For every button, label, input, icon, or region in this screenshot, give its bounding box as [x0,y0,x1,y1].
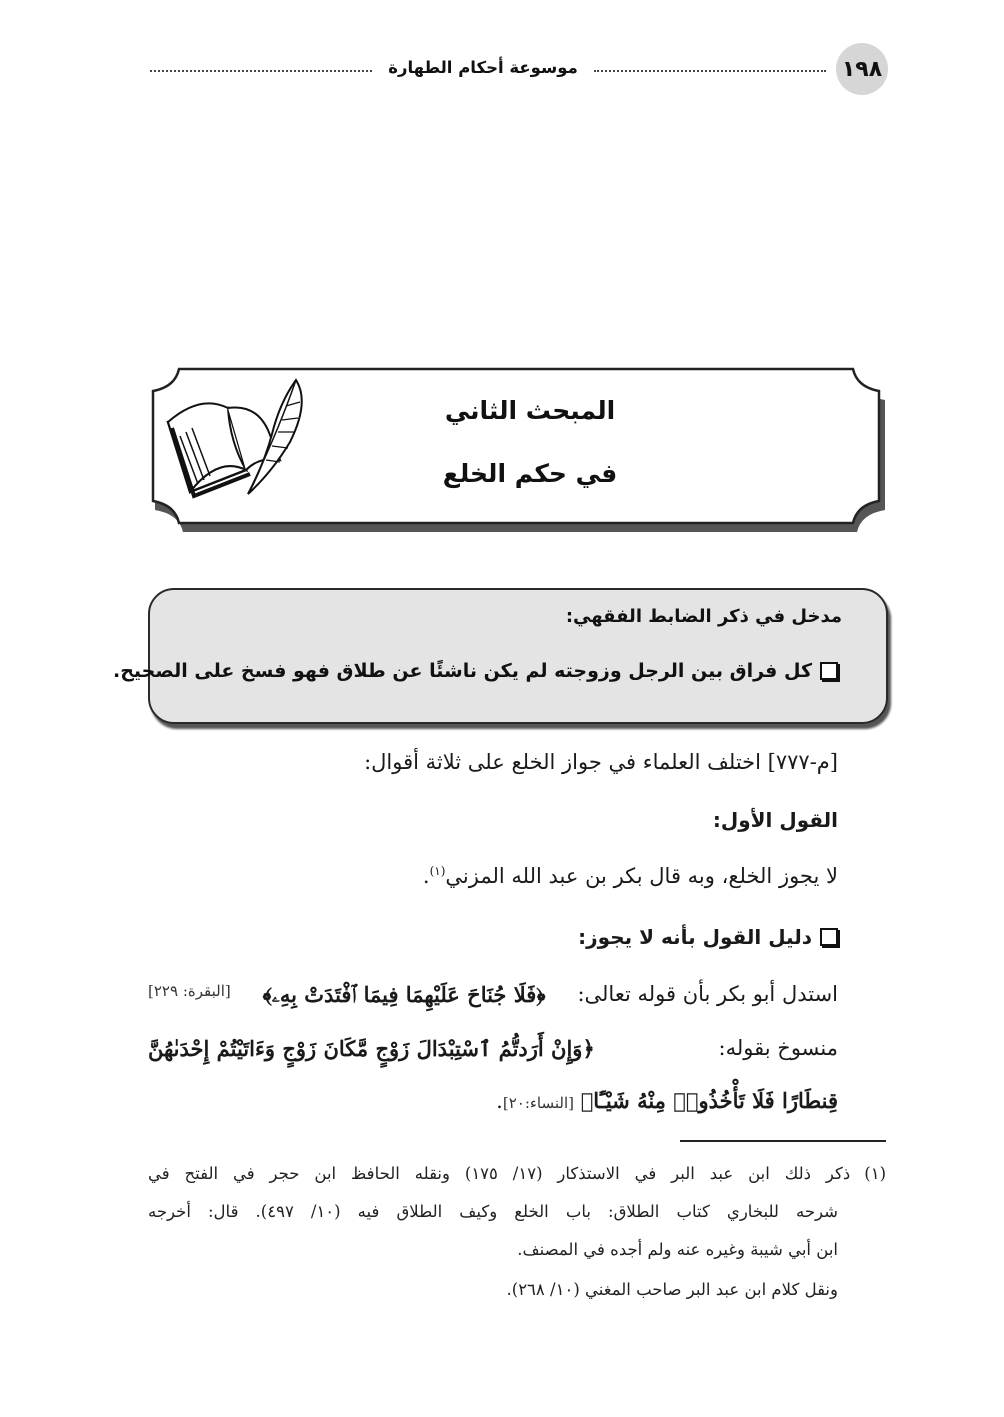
evidence-lead: استدل أبو بكر بأن قوله تعالى: [577,982,838,1006]
section-title: المبحث الثاني [444,396,616,425]
checkbox-icon [820,928,838,946]
quran-verse-nisa-part2: قِنطَارًا فَلَا تَأْخُذُوا۟ مِنْهُ شَيْـًٔا﴾ [580,1088,838,1113]
verse-reference-baqarah: [البقرة: ٢٢٩] [148,982,231,1000]
first-opinion-text: لا يجوز الخلع، وبه قال بكر بن عبد الله المزني [445,864,838,888]
checkbox-icon [820,662,838,680]
footnote-line-1 [148,1164,886,1183]
footnote-text-2: شرحه للبخاري كتاب الطلاق: باب الخلع وكيف الطلاق فيه (١٠/ ٤٩٧). قال: أخرجه [148,1202,838,1221]
paragraph-first-opinion [423,864,838,888]
intro-rule [113,660,838,682]
footnote-line-4: ونقل كلام ابن عبد البر صاحب المغني (١٠/ ٢٦٨). [506,1280,838,1299]
evidence-line-3 [496,1088,838,1113]
footnote-marker: (١) [429,864,446,878]
footnote-text-1: ذكر ذلك ابن عبد البر في الاستذكار (١٧/ ١٧٥) ونقله الحافظ ابن حجر في الفتح في [148,1164,851,1183]
book-quill-icon [160,372,310,500]
evidence-end: . [496,1089,503,1113]
section-subtitle: في حكم الخلع [442,459,618,488]
intro-heading: مدخل في ذكر الضابط الفقهي: [565,606,842,627]
first-opinion-end: . [422,864,430,888]
running-title: موسوعة أحكام الطهارة [388,58,578,77]
evidence-line-2 [148,1036,838,1061]
quran-verse-nisa-part1: ﴿وَإِنْ أَرَدتُّمُ ٱسْتِبْدَالَ زَوْجٍ مَّكَانَ زَوْجٍ وَءَاتَيْتُمْ إِحْدَىٰهُنَّ [148,1036,595,1061]
intro-rule-text: كل فراق بين الرجل وزوجته لم يكن ناشئًا عن طلاق فهو فسخ على الصحيح. [113,660,812,682]
footnote-line-2 [148,1202,838,1221]
header-dotted-rule-left [150,70,372,72]
verse-reference-nisa: [النساء:٢٠] [502,1094,574,1112]
heading-evidence [578,925,838,949]
footnote-line-3: ابن أبي شيبة وغيره عنه ولم أجده في المصنف. [517,1240,838,1259]
abrogation-lead: منسوخ بقوله: [718,1036,838,1060]
paragraph-disagreement: [م-٧٧٧] اختلف العلماء في جواز الخلع على ثلاثة أقوال: [364,750,838,774]
header-dotted-rule-right [594,70,826,72]
heading-evidence-text: دليل القول بأنه لا يجوز: [578,925,812,949]
page-number: ١٩٨ [836,43,888,95]
heading-first-opinion: القول الأول: [712,808,838,832]
evidence-line-1 [148,982,838,1008]
quran-verse-baqarah: ﴿فَلَا جُنَاحَ عَلَيْهِمَا فِيمَا ٱفْتَدَتْ بِهِۦ﴾ [262,982,546,1007]
footnote-number: (١) [864,1164,886,1183]
footnote-separator [680,1140,886,1142]
